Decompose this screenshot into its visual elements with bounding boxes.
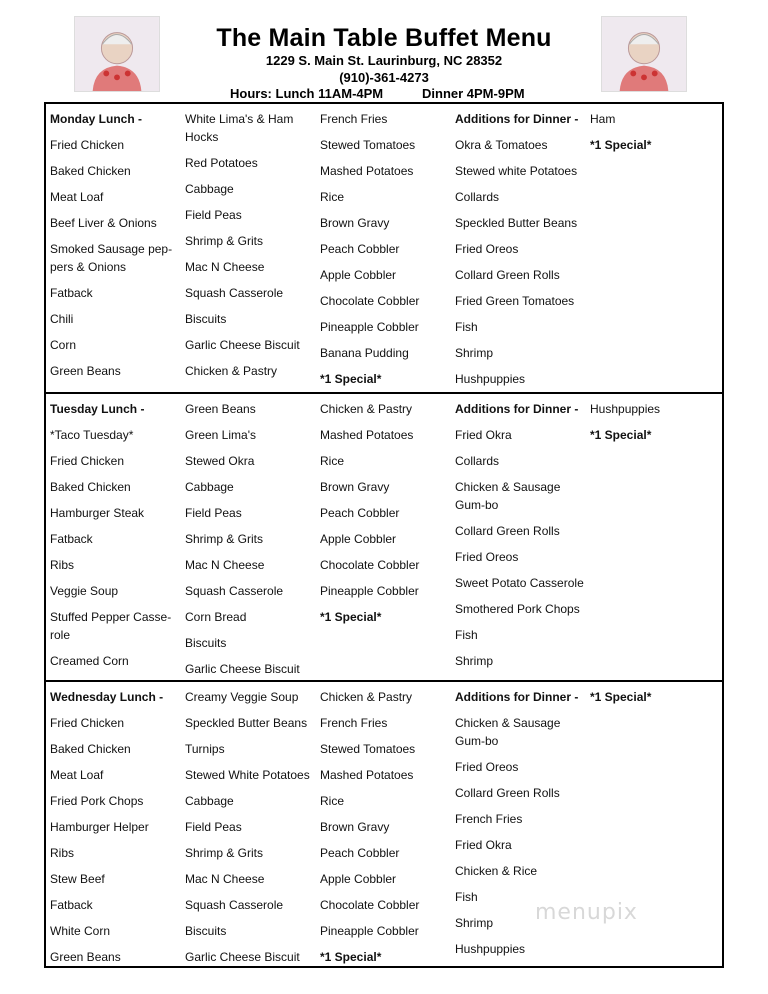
- menu-item: *1 Special*: [320, 372, 382, 386]
- menu-item: Chili: [50, 312, 74, 326]
- menu-item: Turnips: [185, 742, 225, 756]
- phone: (910)-361-4273: [339, 70, 429, 85]
- monday-col4: [455, 110, 585, 396]
- menu-item: Fatback: [50, 898, 93, 912]
- menu-item: Peach Cobbler: [320, 242, 400, 256]
- watermark: menupix: [535, 900, 638, 925]
- menu-item: Hushpuppies: [455, 372, 526, 386]
- menu-item: Smoked Sausage pep-pers & Onions: [50, 242, 173, 274]
- wednesday-col1: [50, 688, 175, 974]
- menu-item: Rice: [320, 454, 345, 468]
- menu-item: Pineapple Cobbler: [320, 924, 419, 938]
- tuesday-col3: [320, 400, 445, 634]
- menu-item: Collard Green Rolls: [455, 268, 560, 282]
- menu-item: Corn Bread: [185, 610, 247, 624]
- menu-item: Green Beans: [185, 402, 256, 416]
- menu-item: Fried Pork Chops: [50, 794, 144, 808]
- menu-item: Shrimp & Grits: [185, 234, 264, 248]
- menu-item: Peach Cobbler: [320, 506, 400, 520]
- menu-item: Fried Okra: [455, 838, 512, 852]
- menu-item: Shrimp: [455, 916, 494, 930]
- menu-item: Brown Gravy: [320, 480, 390, 494]
- menu-item: Fish: [455, 890, 478, 904]
- monday-col3: [320, 110, 445, 396]
- menu-item: Veggie Soup: [50, 584, 119, 598]
- monday-col5: [590, 110, 710, 162]
- menu-item: Mashed Potatoes: [320, 164, 414, 178]
- menu-item: Creamed Corn: [50, 654, 129, 668]
- menu-item: Fried Chicken: [50, 716, 125, 730]
- menu-item: Squash Casserole: [185, 584, 284, 598]
- menu-item: Additions for Dinner -: [455, 112, 579, 126]
- menu-item: Stewed White Potatoes: [185, 768, 310, 782]
- menu-item: Shrimp & Grits: [185, 846, 264, 860]
- menu-item: White Corn: [50, 924, 111, 938]
- menu-item: Smothered Pork Chops: [455, 602, 580, 616]
- menu-item: Rice: [320, 190, 345, 204]
- tuesday-col5: [590, 400, 710, 452]
- menu-item: Cabbage: [185, 794, 234, 808]
- wednesday-col2: [185, 688, 310, 974]
- menu-item: Ribs: [50, 558, 75, 572]
- menu-item: Brown Gravy: [320, 820, 390, 834]
- menu-item: Speckled Butter Beans: [185, 716, 308, 730]
- menu-item: Biscuits: [185, 636, 227, 650]
- section-monday: [46, 104, 722, 392]
- menu-item: French Fries: [320, 112, 388, 126]
- menu-item: Field Peas: [185, 506, 242, 520]
- menu-item: Chicken & Sausage Gum-bo: [455, 480, 561, 512]
- menu-item: Chicken & Pastry: [320, 690, 413, 704]
- menu-item: Hamburger Helper: [50, 820, 149, 834]
- menu-item: Apple Cobbler: [320, 268, 397, 282]
- menu-item: Biscuits: [185, 312, 227, 326]
- menu-item: Apple Cobbler: [320, 532, 397, 546]
- menu-item: Apple Cobbler: [320, 872, 397, 886]
- menu-item: Stewed Okra: [185, 454, 255, 468]
- menu-item: Meat Loaf: [50, 190, 104, 204]
- menu-item: Peach Cobbler: [320, 846, 400, 860]
- menu-item: Beef Liver & Onions: [50, 216, 157, 230]
- hours-lunch: Hours: Lunch 11AM-4PM: [230, 86, 384, 101]
- menu-item: *1 Special*: [590, 690, 652, 704]
- menu-item: Chicken & Rice: [455, 864, 538, 878]
- menu-item: Fried Chicken: [50, 454, 125, 468]
- menu-item: *1 Special*: [320, 610, 382, 624]
- menu-item: Okra & Tomatoes: [455, 138, 548, 152]
- menu-item: Mashed Potatoes: [320, 768, 414, 782]
- menu-item: Fried Okra: [455, 428, 512, 442]
- menu-item: *Taco Tuesday*: [50, 428, 134, 442]
- menu-item: Field Peas: [185, 208, 242, 222]
- menu-item: Fish: [455, 628, 478, 642]
- menu-item: Hamburger Steak: [50, 506, 145, 520]
- menu-item: Ham: [590, 112, 616, 126]
- menu-item: Chicken & Pastry: [185, 364, 278, 378]
- menu-item: Stewed white Potatoes: [455, 164, 578, 178]
- menu-item: Fried Chicken: [50, 138, 125, 152]
- menu-item: Fatback: [50, 532, 93, 546]
- tuesday-col2: [185, 400, 310, 686]
- menu-item: Baked Chicken: [50, 480, 131, 494]
- tuesday-col4: [455, 400, 585, 678]
- menu-item: Mac N Cheese: [185, 872, 265, 886]
- menu-item: Garlic Cheese Biscuit: [185, 338, 300, 352]
- menu-item: Fried Oreos: [455, 550, 519, 564]
- monday-col1: [50, 110, 175, 388]
- menu-item: Hushpuppies: [590, 402, 661, 416]
- menu-header: [0, 0, 768, 100]
- menu-item: Fried Green Tomatoes: [455, 294, 575, 308]
- menu-item: Shrimp: [455, 654, 494, 668]
- menu-item: Mac N Cheese: [185, 558, 265, 572]
- menu-item: Biscuits: [185, 924, 227, 938]
- menu-item: Pineapple Cobbler: [320, 320, 419, 334]
- menu-item: Pineapple Cobbler: [320, 584, 419, 598]
- wednesday-col5: [590, 688, 710, 714]
- menu-item: Fried Oreos: [455, 242, 519, 256]
- menu-item: Fish: [455, 320, 478, 334]
- menu-item: Ribs: [50, 846, 75, 860]
- menu-item: Rice: [320, 794, 345, 808]
- menu-item: Baked Chicken: [50, 742, 131, 756]
- menu-item: Green Beans: [50, 364, 121, 378]
- menu-title: The Main Table Buffet Menu: [216, 24, 552, 52]
- menu-item: *1 Special*: [590, 428, 652, 442]
- menu-item: Green Lima's: [185, 428, 256, 442]
- menu-item: Mashed Potatoes: [320, 428, 414, 442]
- menu-item: Banana Pudding: [320, 346, 409, 360]
- menu-item: Additions for Dinner -: [455, 402, 579, 416]
- menu-item: Monday Lunch -: [50, 112, 142, 126]
- menu-item: Shrimp: [455, 346, 494, 360]
- menu-item: Red Potatoes: [185, 156, 258, 170]
- monday-col2: [185, 110, 310, 388]
- menu-item: Garlic Cheese Biscuit: [185, 662, 300, 676]
- menu-item: French Fries: [455, 812, 523, 826]
- menu-item: Garlic Cheese Biscuit: [185, 950, 300, 964]
- menu-item: Shrimp & Grits: [185, 532, 264, 546]
- menu-item: Speckled Butter Beans: [455, 216, 578, 230]
- menu-item: Chocolate Cobbler: [320, 558, 420, 572]
- menu-item: Cabbage: [185, 480, 234, 494]
- menu-item: Chicken & Pastry: [320, 402, 413, 416]
- menu-item: Field Peas: [185, 820, 242, 834]
- hours-dinner: Dinner 4PM-9PM: [422, 86, 525, 101]
- menu-item: Fatback: [50, 286, 93, 300]
- menu-item: *1 Special*: [320, 950, 382, 964]
- menu-item: Corn: [50, 338, 77, 352]
- menu-item: Squash Casserole: [185, 898, 284, 912]
- menu-item: Tuesday Lunch -: [50, 402, 145, 416]
- menu-item: Chocolate Cobbler: [320, 294, 420, 308]
- menu-item: Sweet Potato Casserole: [455, 576, 584, 590]
- menu-item: Hushpuppies: [455, 942, 526, 956]
- menu-item: Collards: [455, 454, 500, 468]
- menu-item: Stuffed Pepper Casse-role: [50, 610, 172, 642]
- menu-item: Cabbage: [185, 182, 234, 196]
- address: 1229 S. Main St. Laurinburg, NC 28352: [265, 53, 503, 68]
- menu-item: *1 Special*: [590, 138, 652, 152]
- menu-item: Chicken & Sausage Gum-bo: [455, 716, 561, 748]
- menu-item: Baked Chicken: [50, 164, 131, 178]
- menu-item: Collards: [455, 190, 500, 204]
- menu-item: Meat Loaf: [50, 768, 104, 782]
- menu-item: Mac N Cheese: [185, 260, 265, 274]
- menu-item: Fried Oreos: [455, 760, 519, 774]
- menu-item: Green Beans: [50, 950, 121, 964]
- menu-table: [44, 102, 724, 968]
- menu-item: Creamy Veggie Soup: [185, 690, 299, 704]
- tuesday-col1: [50, 400, 175, 678]
- menu-item: French Fries: [320, 716, 388, 730]
- menu-item: Collard Green Rolls: [455, 786, 560, 800]
- menu-item: Stew Beef: [50, 872, 105, 886]
- menu-item: Brown Gravy: [320, 216, 390, 230]
- menu-item: Collard Green Rolls: [455, 524, 560, 538]
- menu-item: Squash Casserole: [185, 286, 284, 300]
- section-tuesday: [46, 392, 722, 680]
- menu-item: Stewed Tomatoes: [320, 742, 416, 756]
- wednesday-col3: [320, 688, 445, 974]
- menu-item: White Lima's & Ham Hocks: [185, 112, 294, 144]
- menu-item: Additions for Dinner -: [455, 690, 579, 704]
- menu-item: Chocolate Cobbler: [320, 898, 420, 912]
- menu-item: Stewed Tomatoes: [320, 138, 416, 152]
- menu-item: Wednesday Lunch -: [50, 690, 164, 704]
